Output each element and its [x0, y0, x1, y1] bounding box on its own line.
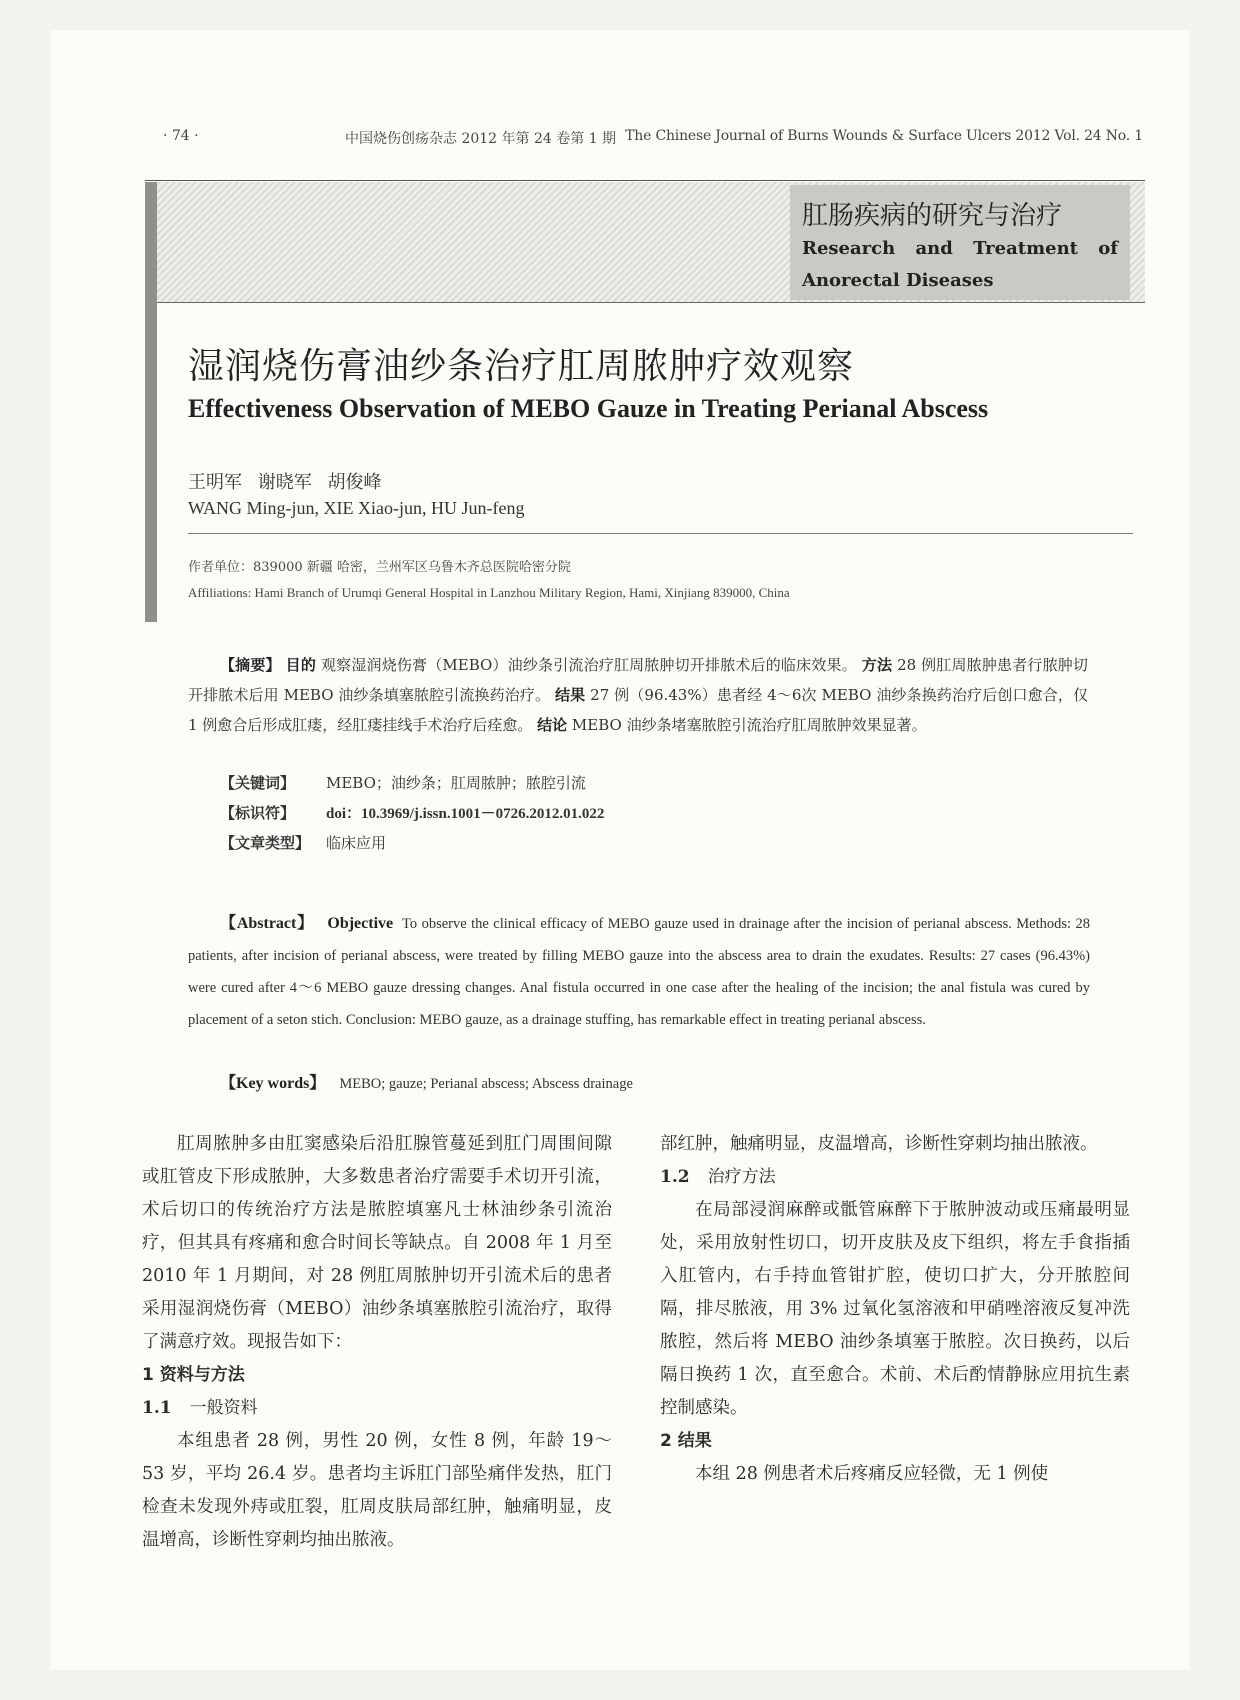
authors-cn: 王明军 谢晓军 胡俊峰: [188, 472, 382, 493]
objective-label: 目的: [285, 656, 317, 674]
section-2-heading: 2 结果: [660, 1431, 712, 1451]
keywords-en-value: MEBO; gauze; Perianal abscess; Abscess drainage: [339, 1076, 633, 1092]
column-label-box: [790, 185, 1130, 300]
affiliation-cn: 作者单位：839000 新疆 哈密，兰州军区乌鲁木齐总医院哈密分院: [188, 560, 571, 575]
keywords-en: [220, 1070, 633, 1093]
keywords-cn: [220, 772, 586, 793]
results-text: 27 例（96.43%）患者经 4～6次 MEBO 油纱条换药治疗后创口愈合，仅 1 例愈合后形成肛瘘，经肛瘘挂线手术治疗后痊愈。: [188, 686, 1088, 734]
section-1-1-continued: 部红肿，触痛明显，皮温增高，诊断性穿刺均抽出脓液。: [660, 1134, 1098, 1154]
identifier-line: [220, 802, 604, 823]
abstract-label: 【摘要】: [220, 656, 281, 674]
keywords-label: 【关键词】: [220, 774, 296, 792]
section-1-1-heading: [142, 1392, 612, 1425]
body-column-left: [142, 1128, 612, 1557]
doi-value: doi：10.3969/j.issn.1001－0726.2012.01.022: [326, 806, 605, 822]
keywords-value: MEBO；油纱条；肛周脓肿；脓腔引流: [326, 774, 586, 792]
section-1-1-title: 一般资料: [189, 1398, 258, 1418]
article-type-value: 临床应用: [326, 834, 387, 852]
header-rule: [145, 180, 1145, 181]
page-number: · 74 ·: [163, 128, 199, 144]
column-title-en: Research and Treatment of Anorectal Diseases: [802, 238, 1118, 291]
section-1-2-paragraph: 在局部浸润麻醉或骶管麻醉下于脓肿波动或压痛最明显处，采用放射性切口，切开皮肤及皮下组织，将左手食指插入肛管内，右手持血管钳扩腔，使切口扩大，分开脓腔间隔，排尽脓液，用 3% 过氧化氢溶液和甲硝唑溶液反复冲洗脓腔，然后将 MEBO 油纱条填塞于脓腔。次日换药，以后隔日换药 1 次，直至愈合。术前、术后酌情静脉应用抗生素控制感染。: [660, 1200, 1130, 1418]
article-title-en: Effectiveness Observation of MEBO Gauze in Treating Perianal Abscess: [188, 394, 989, 423]
conclusion-text: MEBO 油纱条堵塞脓腔引流治疗肛周脓肿效果显著。: [571, 716, 927, 734]
results-label: 结果: [555, 686, 586, 704]
article-type-label: 【文章类型】: [220, 834, 311, 852]
abstract-cn: [188, 650, 1088, 740]
abstract-en-text: To observe the clinical efficacy of MEBO gauze used in drainage after the incision of perianal abscess. Methods: 28 patients, after incision of perianal abscess, were treated by filling MEBO gauze into the abscess area to drain the exudates. Results: 27 cases (96.43%) were cured after 4～6 MEBO gauze dressing changes. Anal fistula occurred in one case after the healing of the incision; the anal fistula was cured by placement of a seton stich. Conclusion: MEBO gauze, as a drainage stuffing, has remarkable effect in treating perianal abscess.: [188, 916, 1091, 1028]
article-type-line: [220, 832, 386, 853]
section-1-1-paragraph: 本组患者 28 例，男性 20 例，女性 8 例，年龄 19～53 岁，平均 26.4 岁。患者均主诉肛门部坠痛伴发热，肛门检查未发现外痔或肛裂，肛周皮肤局部红肿，触痛明显，皮温增高，诊断性穿刺均抽出脓液。: [142, 1431, 612, 1550]
intro-paragraph: 肛周脓肿多由肛窦感染后沿肛腺管蔓延到肛门周围间隙或肛管皮下形成脓肿，大多数患者治疗需要手术切开引流，术后切口的传统治疗方法是脓腔填塞凡士林油纱条引流治疗，但其具有疼痛和愈合时间长等缺点。自 2008 年 1 月至 2010 年 1 月期间，对 28 例肛周脓肿切开引流术后的患者采用湿润烧伤膏（MEBO）油纱条填塞脓腔引流治疗，取得了满意疗效。现报告如下：: [142, 1134, 612, 1352]
abstract-en-label: 【Abstract】: [220, 915, 315, 932]
methods-text: 28 例肛周脓肿患者行脓肿切开排脓术后用 MEBO 油纱条填塞脓腔引流换药治疗。: [188, 656, 1088, 704]
body-column-right: [660, 1128, 1130, 1491]
objective-text: 观察湿润烧伤膏（MEBO）油纱条引流治疗肛周脓肿切开排脓术后的临床效果。: [320, 656, 857, 674]
journal-name-cn: 中国烧伤创疡杂志 2012 年第 24 卷第 1 期: [345, 131, 617, 147]
section-1-2-number: 1.2: [660, 1167, 690, 1187]
conclusion-label: 结论: [537, 716, 568, 734]
methods-label: 方法: [861, 656, 893, 674]
keywords-en-label: 【Key words】: [220, 1075, 326, 1092]
authors-en: WANG Ming-jun, XIE Xiao-jun, HU Jun-feng: [188, 498, 525, 518]
column-title-cn: 肛肠疾病的研究与治疗: [802, 201, 1063, 231]
running-header: [155, 128, 1155, 150]
section-1-1-number: 1.1: [142, 1398, 172, 1418]
affiliation-rule: [188, 533, 1133, 534]
identifier-label: 【标识符】: [220, 804, 296, 822]
affiliation-en: Affiliations: Hami Branch of Urumqi General Hospital in Lanzhou Military Region, Hami, Xinjiang 839000, China: [188, 585, 790, 600]
section-1-heading: 1 资料与方法: [142, 1365, 245, 1385]
article-title-cn: 湿润烧伤膏油纱条治疗肛周脓肿疗效观察: [188, 346, 855, 387]
journal-name-en: The Chinese Journal of Burns Wounds & Surface Ulcers 2012 Vol. 24 No. 1: [625, 128, 1143, 144]
banner-rule: [145, 302, 1145, 303]
section-1-2-heading: [660, 1161, 1130, 1194]
objective-en-label: Objective: [327, 915, 394, 932]
section-2-paragraph: 本组 28 例患者术后疼痛反应轻微，无 1 例使: [695, 1464, 1049, 1484]
section-1-2-title: 治疗方法: [707, 1167, 776, 1187]
left-accent-bar: [145, 182, 157, 622]
abstract-en: [188, 908, 1090, 1036]
